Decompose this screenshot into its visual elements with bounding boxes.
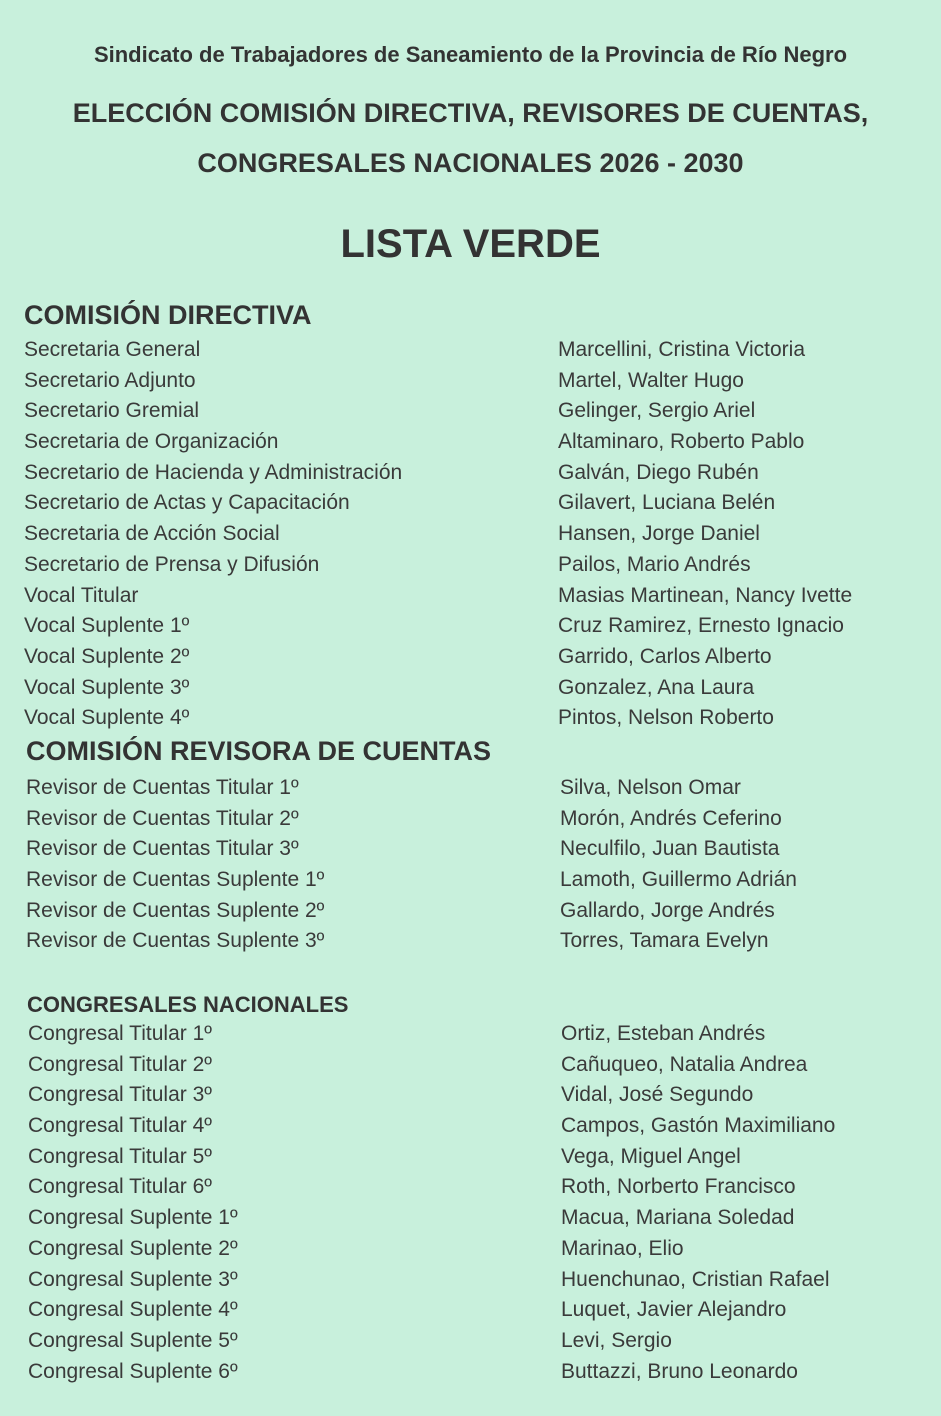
candidate-name: Vega, Miguel Angel bbox=[561, 1144, 741, 1168]
list-item bbox=[0, 584, 941, 615]
candidate-name: Gilavert, Luciana Belén bbox=[558, 491, 776, 515]
position-label: Revisor de Cuentas Titular 1º bbox=[26, 776, 299, 799]
candidate-name: Pailos, Mario Andrés bbox=[558, 552, 751, 576]
candidate-name: Huenchunao, Cristian Rafael bbox=[561, 1267, 830, 1291]
position-label: Revisor de Cuentas Suplente 2º bbox=[26, 898, 325, 922]
candidate-name: Campos, Gastón Maximiliano bbox=[561, 1114, 836, 1138]
list-item bbox=[0, 399, 941, 430]
position-label: Revisor de Cuentas Suplente 3º bbox=[26, 929, 325, 953]
candidate-name: Buttazzi, Bruno Leonardo bbox=[561, 1359, 798, 1383]
list-item bbox=[0, 1175, 941, 1206]
list-item bbox=[0, 706, 941, 737]
list-item bbox=[0, 553, 941, 584]
candidate-name: Lamoth, Guillermo Adrián bbox=[560, 868, 797, 892]
candidate-name: Garrido, Carlos Alberto bbox=[558, 644, 772, 668]
list-item bbox=[0, 807, 941, 838]
list-item bbox=[0, 899, 941, 930]
list-item bbox=[0, 1206, 941, 1237]
candidate-name: Masias Martinean, Nancy Ivette bbox=[558, 583, 853, 607]
position-label: Congresal Titular 1º bbox=[28, 1022, 212, 1045]
position-label: Secretaria General bbox=[24, 338, 201, 361]
position-label: Congresal Titular 5º bbox=[28, 1144, 212, 1168]
position-label: Secretario de Actas y Capacitación bbox=[24, 491, 350, 515]
candidate-name: Cañuqueo, Natalia Andrea bbox=[561, 1052, 808, 1076]
candidate-name: Gelinger, Sergio Ariel bbox=[558, 399, 756, 423]
comision-revisora-list bbox=[0, 776, 941, 960]
candidate-name: Torres, Tamara Evelyn bbox=[560, 929, 769, 953]
list-item bbox=[0, 1114, 941, 1145]
list-item bbox=[0, 614, 941, 645]
list-item bbox=[0, 1053, 941, 1084]
list-item bbox=[0, 1145, 941, 1176]
position-label: Congresal Titular 3º bbox=[28, 1083, 212, 1107]
list-item bbox=[0, 369, 941, 400]
position-label: Vocal Suplente 1º bbox=[24, 614, 190, 638]
position-label: Secretario Adjunto bbox=[24, 368, 196, 392]
candidate-name: Silva, Nelson Omar bbox=[560, 776, 741, 799]
list-name: LISTA VERDE bbox=[340, 222, 601, 266]
election-title-line-2: CONGRESALES NACIONALES 2026 - 2030 bbox=[197, 148, 744, 178]
position-label: Vocal Titular bbox=[24, 583, 139, 607]
list-item bbox=[0, 491, 941, 522]
position-label: Revisor de Cuentas Titular 2º bbox=[26, 806, 299, 830]
candidate-name: Roth, Norberto Francisco bbox=[561, 1175, 796, 1199]
candidate-name: Levi, Sergio bbox=[561, 1328, 672, 1352]
candidate-name: Gallardo, Jorge Andrés bbox=[560, 898, 775, 922]
candidate-name: Neculfilo, Juan Bautista bbox=[560, 837, 780, 861]
section-title-comision-revisora: COMISIÓN REVISORA DE CUENTAS bbox=[26, 736, 492, 766]
congresales-list bbox=[0, 1022, 941, 1390]
position-label: Congresal Suplente 2º bbox=[28, 1236, 238, 1260]
list-item bbox=[0, 1022, 941, 1053]
list-item bbox=[0, 461, 941, 492]
position-label: Revisor de Cuentas Suplente 1º bbox=[26, 868, 325, 892]
candidate-name: Hansen, Jorge Daniel bbox=[558, 522, 760, 546]
position-label: Congresal Suplente 6º bbox=[28, 1359, 238, 1383]
candidate-name: Ortiz, Esteban Andrés bbox=[561, 1022, 766, 1045]
organization-name: Sindicato de Trabajadores de Saneamiento de la Provincia de Río Negro bbox=[93, 42, 848, 67]
list-item bbox=[0, 1298, 941, 1329]
candidate-name: Cruz Ramirez, Ernesto Ignacio bbox=[558, 614, 844, 638]
position-label: Congresal Suplente 3º bbox=[28, 1267, 238, 1291]
candidate-name: Pintos, Nelson Roberto bbox=[558, 706, 774, 730]
position-label: Congresal Suplente 5º bbox=[28, 1328, 238, 1352]
election-title-line-1: ELECCIÓN COMISIÓN DIRECTIVA, REVISORES DE CUENTAS, bbox=[72, 98, 869, 128]
list-item bbox=[0, 1360, 941, 1391]
list-item bbox=[0, 929, 941, 960]
position-label: Congresal Titular 2º bbox=[28, 1052, 212, 1076]
list-item bbox=[0, 522, 941, 553]
position-label: Secretaria de Acción Social bbox=[24, 522, 280, 546]
list-item bbox=[0, 676, 941, 707]
candidate-name: Macua, Mariana Soledad bbox=[561, 1206, 795, 1230]
list-item bbox=[0, 1329, 941, 1360]
list-item bbox=[0, 776, 941, 807]
position-label: Secretaria de Organización bbox=[24, 430, 279, 454]
position-label: Vocal Suplente 4º bbox=[24, 706, 190, 730]
candidate-name: Galván, Diego Rubén bbox=[558, 460, 759, 484]
section-title-comision-directiva: COMISIÓN DIRECTIVA bbox=[24, 300, 312, 330]
candidate-name: Gonzalez, Ana Laura bbox=[558, 675, 755, 699]
candidate-name: Martel, Walter Hugo bbox=[558, 368, 744, 392]
candidate-name: Luquet, Javier Alejandro bbox=[561, 1298, 787, 1322]
position-label: Vocal Suplente 3º bbox=[24, 675, 190, 699]
position-label: Secretario de Prensa y Difusión bbox=[24, 552, 320, 576]
list-item bbox=[0, 837, 941, 868]
candidate-name: Marcellini, Cristina Victoria bbox=[558, 338, 806, 361]
position-label: Congresal Suplente 1º bbox=[28, 1206, 238, 1230]
list-item bbox=[0, 868, 941, 899]
list-item bbox=[0, 1083, 941, 1114]
candidate-name: Vidal, José Segundo bbox=[561, 1083, 754, 1107]
position-label: Revisor de Cuentas Titular 3º bbox=[26, 837, 299, 861]
position-label: Congresal Titular 4º bbox=[28, 1114, 212, 1138]
position-label: Secretario de Hacienda y Administración bbox=[24, 460, 403, 484]
candidate-name: Marinao, Elio bbox=[561, 1236, 684, 1260]
position-label: Congresal Titular 6º bbox=[28, 1175, 212, 1199]
list-item bbox=[0, 645, 941, 676]
candidate-name: Altaminaro, Roberto Pablo bbox=[558, 430, 805, 454]
position-label: Secretario Gremial bbox=[24, 399, 200, 423]
position-label: Congresal Suplente 4º bbox=[28, 1298, 238, 1322]
list-item bbox=[0, 1237, 941, 1268]
list-item bbox=[0, 338, 941, 369]
position-label: Vocal Suplente 2º bbox=[24, 644, 190, 668]
list-item bbox=[0, 1268, 941, 1299]
comision-directiva-list bbox=[0, 338, 941, 737]
list-item bbox=[0, 430, 941, 461]
section-title-congresales: CONGRESALES NACIONALES bbox=[27, 992, 349, 1017]
candidate-name: Morón, Andrés Ceferino bbox=[560, 806, 782, 830]
